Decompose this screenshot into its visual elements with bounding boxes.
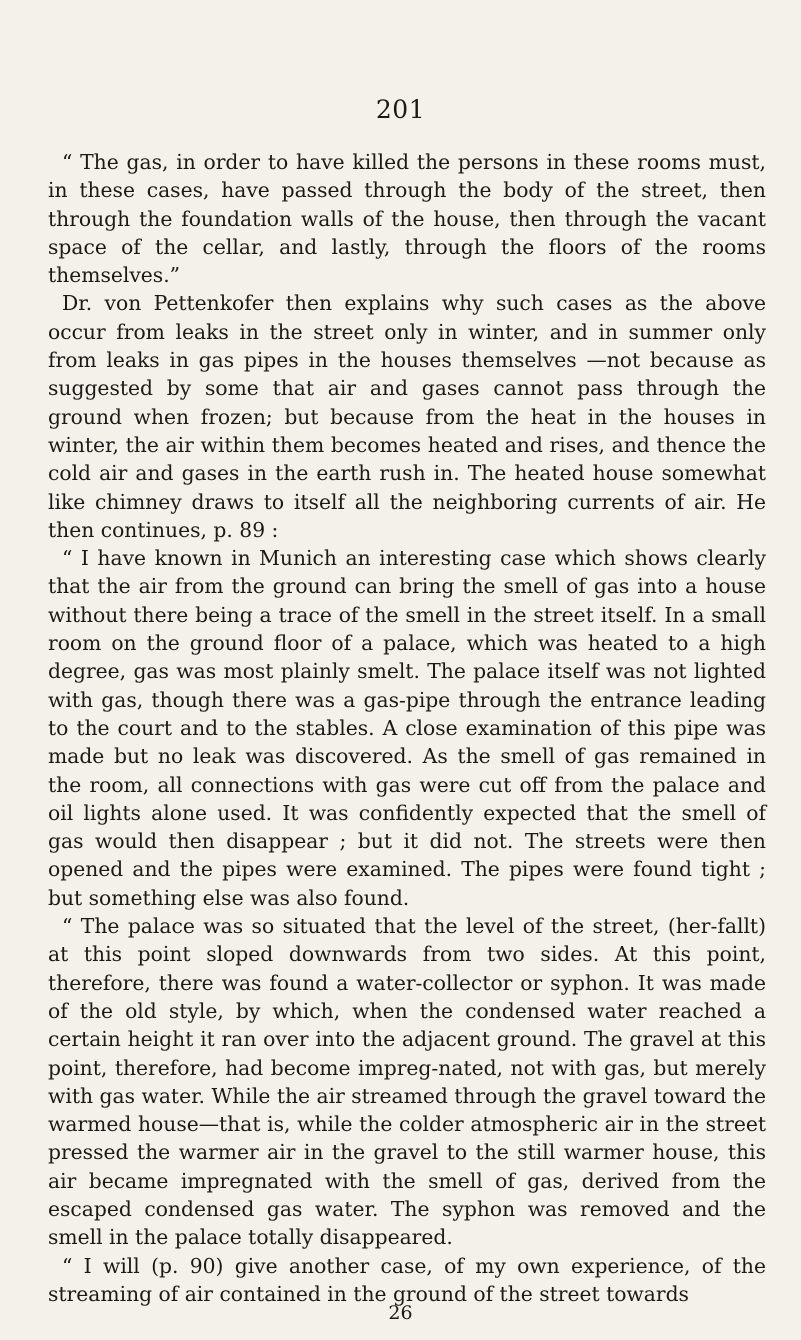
paragraph-5: “ I will (p. 90) give another case, of my own experience, of the streaming of air contained in the ground of the street towards <box>48 1253 766 1306</box>
paragraph-4: “ The palace was so situated that the level of the street, (her-fallt) at this point sloped downwards from two sides. At this point, therefore, there was found a water-collector or syphon. It was made of the old style, by which, when the condensed water reached a certain height it ran over into the adjacent ground. The gravel at this point, therefore, had become impreg-nated, not with gas, but merely with gas water. While the air streamed through the gravel toward the warmed house—that is, while the colder atmospheric air in the street pressed the warmer air in the gravel to the still warmer house, this air became impregnated with the smell of gas, derived from the escaped condensed gas water. The syphon was removed and the smell in the palace totally disappeared. <box>48 914 766 1250</box>
page-number: 201 <box>375 95 426 124</box>
paragraph-2: Dr. von Pettenkofer then explains why such cases as the above occur from leaks in the street only in winter, and in summer only from leaks in gas pipes in the houses themselves —not because as suggested by some that air and gases cannot pass through the ground when frozen; but because from the heat in the houses in winter, the air within them becomes heated and rises, and thence the cold air and gases in the earth rush in. The heated house somewhat like chimney draws to itself all the neighboring currents of air. He then continues, p. 89 : <box>48 291 766 542</box>
body-text <box>48 148 766 1308</box>
paragraph-1: “ The gas, in order to have killed the persons in these rooms must, in these cases, have passed through the body of the street, then through the foundation walls of the house, then through the vacant space of the cellar, and lastly, through the floors of the rooms themselves.” <box>48 150 766 288</box>
signature-mark: 26 <box>388 1302 413 1324</box>
paragraph-3: “ I have known in Munich an interesting case which shows clearly that the air from the ground can bring the smell of gas into a house without there being a trace of the smell in the street itself. In a small room on the ground floor of a palace, which was heated to a high degree, gas was most plainly smelt. The palace itself was not lighted with gas, though there was a gas-pipe through the entrance leading to the court and to the stables. A close examination of this pipe was made but no leak was discovered. As the smell of gas remained in the room, all connections with gas were cut off from the palace and oil lights alone used. It was confidently expected that the smell of gas would then disappear ; but it did not. The streets were then opened and the pipes were examined. The pipes were found tight ; but something else was also found. <box>48 546 766 910</box>
